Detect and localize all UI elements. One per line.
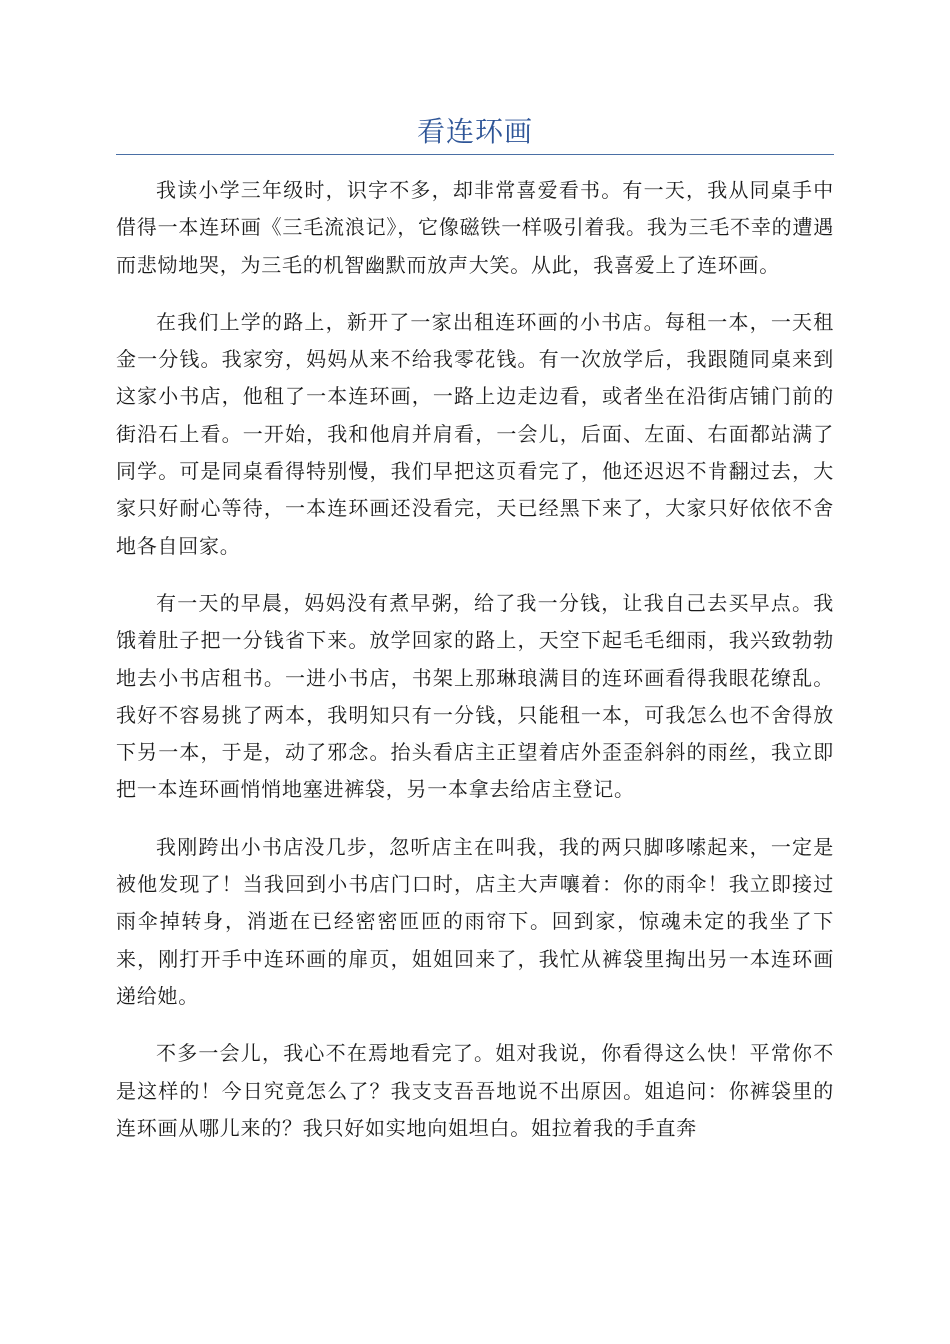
- title-underline-divider: [116, 154, 834, 155]
- paragraph-2: 在我们上学的路上，新开了一家出租连环画的小书店。每租一本，一天租金一分钱。我家穷，妈妈从来不给我零花钱。有一次放学后，我跟随同桌来到这家小书店，他租了一本连环画，一路上边走边看，或者坐在沿街店铺门前的街沿石上看。一开始，我和他肩并肩看，一会儿，后面、左面、右面都站满了同学。可是同桌看得特别慢，我们早把这页看完了，他还迟迟不肯翻过去，大家只好耐心等待，一本连环画还没看完，天已经黑下来了，大家只好依依不舍地各自回家。: [116, 309, 834, 558]
- paragraph-5: 不多一会儿，我心不在焉地看完了。姐对我说，你看得这么快！平常你不是这样的！今日究竟怎么了？我支支吾吾地说不出原因。姐追问：你裤袋里的连环画从哪儿来的？我只好如实地向姐坦白。姐拉着我的手直奔: [116, 1041, 834, 1140]
- document-body: [116, 172, 834, 1167]
- paragraph-3: 有一天的早晨，妈妈没有煮早粥，给了我一分钱，让我自己去买早点。我饿着肚子把一分钱省下来。放学回家的路上，天空下起毛毛细雨，我兴致勃勃地去小书店租书。一进小书店，书架上那琳琅满目的连环画看得我眼花缭乱。我好不容易挑了两本，我明知只有一分钱，只能租一本，可我怎么也不舍得放下另一本，于是，动了邪念。抬头看店主正望着店外歪歪斜斜的雨丝，我立即把一本连环画悄悄地塞进裤袋，另一本拿去给店主登记。: [116, 590, 834, 802]
- paragraph-1: 我读小学三年级时，识字不多，却非常喜爱看书。有一天，我从同桌手中借得一本连环画《三毛流浪记》，它像磁铁一样吸引着我。我为三毛不幸的遭遇而悲恸地哭，为三毛的机智幽默而放声大笑。从此，我喜爱上了连环画。: [116, 178, 834, 277]
- document-title: 看连环画: [416, 115, 533, 148]
- paragraph-4: 我刚跨出小书店没几步，忽听店主在叫我，我的两只脚哆嗦起来，一定是被他发现了！当我回到小书店门口时，店主大声嚷着：你的雨伞！我立即接过雨伞掉转身，消逝在已经密密匝匝的雨帘下。回到家，惊魂未定的我坐了下来，刚打开手中连环画的扉页，姐姐回来了，我忙从裤袋里掏出另一本连环画递给她。: [116, 834, 834, 1008]
